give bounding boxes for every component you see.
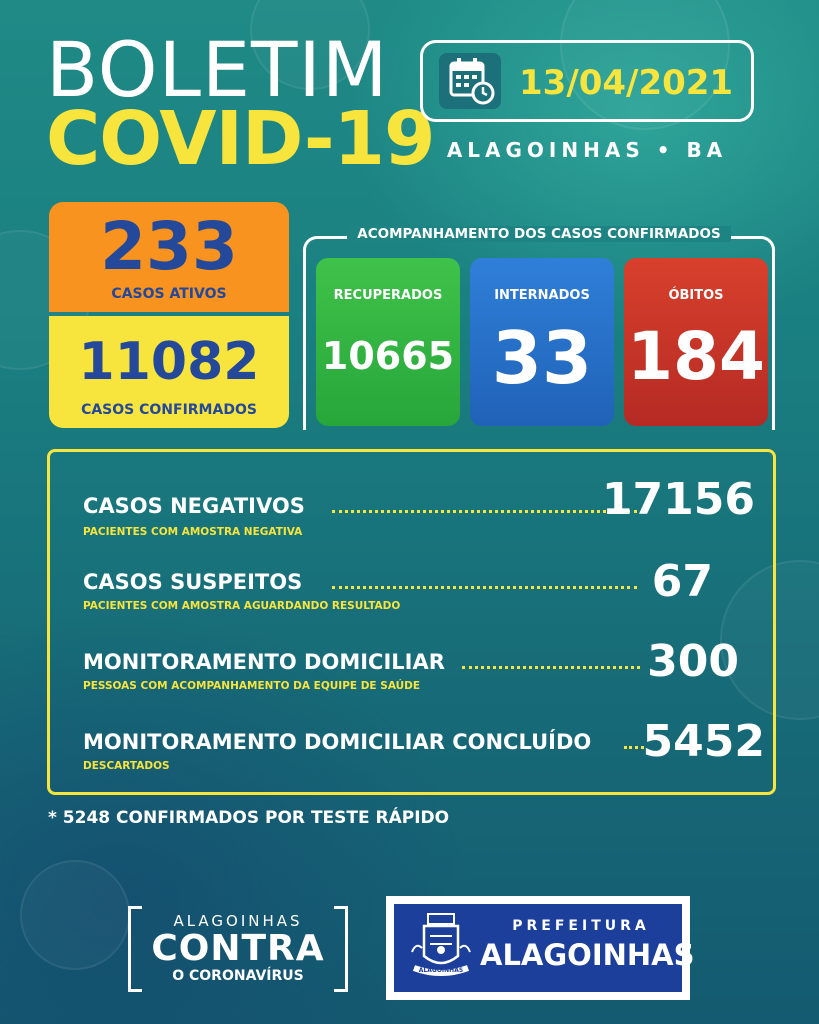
contra-coronavirus-logo [128, 906, 348, 992]
dotted-leader [332, 586, 637, 589]
date-box [420, 40, 754, 122]
deaths-label: ÓBITOS [668, 288, 724, 303]
deaths-card [624, 258, 768, 426]
dotted-leader [462, 666, 640, 669]
location-label: ALAGOINHAS • BA [446, 138, 728, 162]
virus-decoration-icon [20, 860, 130, 970]
home-monitoring-done-title: MONITORAMENTO DOMICILIAR CONCLUÍDO [83, 730, 592, 754]
prefeitura-logo-inner [394, 904, 695, 992]
dotted-leader [624, 746, 644, 749]
campaign-bottom-text: O CORONAVÍRUS [172, 968, 304, 984]
home-monitoring-done-value: 5452 [642, 716, 765, 767]
hospitalized-label: INTERNADOS [494, 288, 590, 303]
rapid-test-footnote: * 5248 CONFIRMADOS POR TESTE RÁPIDO [48, 808, 450, 828]
active-cases-box [49, 202, 289, 312]
negative-cases-value: 17156 [601, 474, 755, 525]
recovered-card [316, 258, 460, 426]
suspect-cases-subtitle: PACIENTES COM AMOSTRA AGUARDANDO RESULTADO [83, 600, 401, 612]
negative-cases-subtitle: PACIENTES COM AMOSTRA NEGATIVA [83, 526, 303, 538]
stats-panel [47, 449, 776, 795]
home-monitoring-done-subtitle: DESCARTADOS [83, 760, 170, 772]
confirmed-cases-value: 11082 [78, 332, 260, 392]
campaign-top-text: ALAGOINHAS [173, 912, 303, 930]
bulletin-date: 13/04/2021 [519, 63, 734, 103]
calendar-clock-icon [439, 53, 501, 109]
prefeitura-top-text: PREFEITURA [512, 918, 650, 934]
home-monitoring-value: 300 [647, 636, 739, 687]
recovered-value: 10665 [321, 334, 455, 378]
campaign-main-text: CONTRA [151, 928, 325, 969]
tracking-title: ACOMPANHAMENTO DOS CASOS CONFIRMADOS [300, 226, 778, 242]
city-crest-icon [406, 912, 476, 984]
hospitalized-value: 33 [491, 316, 593, 400]
negative-cases-title: CASOS NEGATIVOS [83, 494, 305, 518]
confirmed-cases-box [49, 316, 289, 428]
recovered-label: RECUPERADOS [333, 288, 443, 303]
active-cases-label: CASOS ATIVOS [111, 286, 227, 302]
deaths-value: 184 [627, 318, 765, 395]
prefeitura-logo [386, 896, 695, 1000]
home-monitoring-subtitle: PESSOAS COM ACOMPANHAMENTO DA EQUIPE DE SAÚDE [83, 680, 421, 692]
title-covid: COVID-19 [46, 96, 435, 182]
confirmed-cases-label: CASOS CONFIRMADOS [81, 402, 257, 418]
dotted-leader [332, 510, 637, 513]
active-cases-value: 233 [100, 208, 238, 285]
title-boletim: BOLETIM [46, 25, 389, 114]
home-monitoring-title: MONITORAMENTO DOMICILIAR [83, 650, 445, 674]
suspect-cases-value: 67 [651, 556, 713, 607]
prefeitura-main-text: ALAGOINHAS [480, 938, 695, 972]
suspect-cases-title: CASOS SUSPEITOS [83, 570, 303, 594]
svg-text:ALAGOINHAS: ALAGOINHAS [418, 967, 464, 974]
hospitalized-card [470, 258, 614, 426]
